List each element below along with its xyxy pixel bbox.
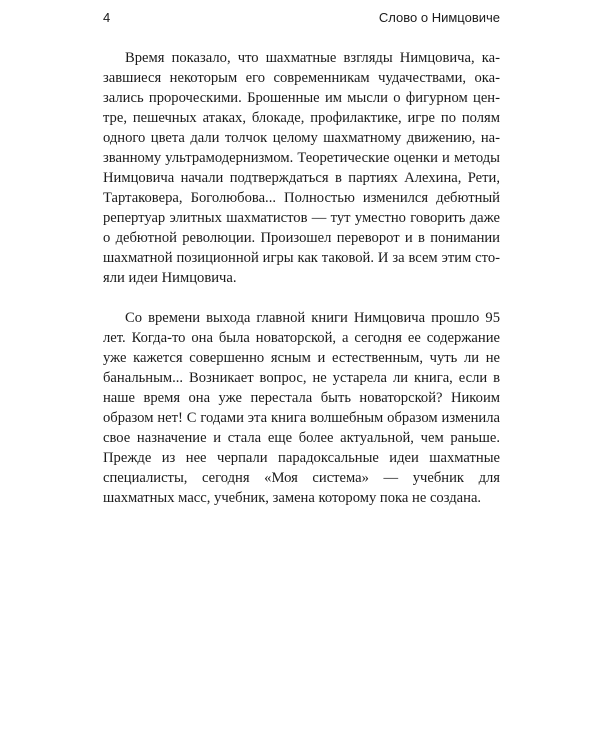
page-number: 4 (103, 10, 111, 25)
running-header (103, 10, 500, 28)
paragraph-2: Со времени выхода главной книги Нимцовича прошло 95 лет. Когда-то она была новаторской, а сегодня ее содержание уже кажется совершенно ясным и естественным, чуть ли не банальным... Возникает вопрос, не устарела ли книга, если в наше время она уже перестала быть новаторской? Никоим образом нет! С годами эта книга волшебным образом изменила свое назначение и стала еще более актуальной, чем раньше. Прежде из нее черпали парадоксальные идеи шахматные специалисты, сегодня «Моя система» — учебник для шахматных масс, учебник, замена которому пока не создана. (103, 310, 500, 506)
running-title: Слово о Нимцовиче (378, 10, 500, 25)
paragraph-1: Время показало, что шахматные взгляды Нимцовича, казавшиеся некоторым его современникам чудачествами, оказались пророческими. Брошенные им мысли о фигурном центре, пешечных атаках, блокаде, профилактике, игре по полям одного цвета дали толчок целому шахматному движению, названному ультрамодернизмом. Теоретические оценки и методы Нимцовича начали подтверждаться в партиях Алехина, Рети, Тартаковера, Боголюбова... Полностью изменился дебютный репертуар элитных шахматистов — тут уместно говорить даже о дебютной революции. Произошел переворот и в понимании шахматной позиционной игры как таковой. И за всем этим стояли идеи Нимцовича. (103, 50, 500, 286)
body-text (103, 48, 500, 508)
